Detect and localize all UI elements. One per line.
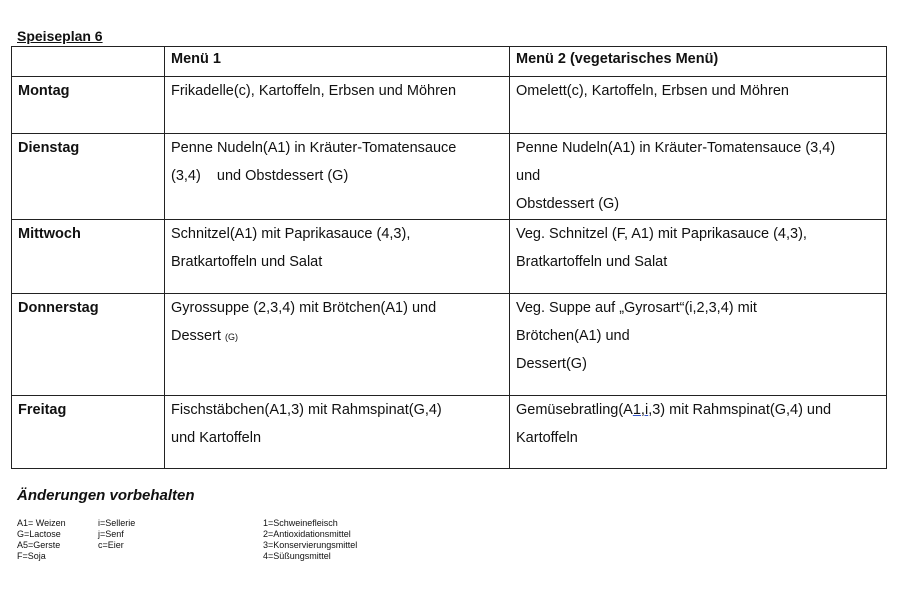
legend-item: j=Senf	[98, 529, 124, 539]
menu-text: Dessert	[171, 328, 221, 344]
day-label: Dienstag	[12, 134, 165, 220]
legend-item: G=Lactose	[17, 529, 61, 539]
table-row-dienstag	[12, 134, 887, 220]
menu-line: Bratkartoffeln und Salat	[171, 254, 323, 270]
menu-line: Veg. Schnitzel (F, A1) mit Paprikasauce (4,3),	[516, 226, 807, 242]
legend-item: 3=Konservierungsmittel	[263, 540, 358, 550]
menu-line: Omelett(c), Kartoffeln, Erbsen und Möhren	[516, 83, 789, 99]
menu-2-cell	[510, 294, 887, 396]
legend-item: c=Eier	[98, 540, 124, 550]
legend-column-allergens	[17, 518, 66, 562]
menu-1-cell	[165, 396, 510, 469]
legend-item: A5=Gerste	[17, 540, 61, 550]
table-row-mittwoch	[12, 220, 887, 294]
header-day	[12, 47, 165, 77]
menu-line: Kartoffeln	[516, 430, 578, 446]
header-menu-2: Menü 2 (vegetarisches Menü)	[510, 47, 887, 77]
menu-2-cell	[510, 220, 887, 294]
day-label: Freitag	[12, 396, 165, 469]
menu-1-cell	[165, 220, 510, 294]
table-row-montag	[12, 77, 887, 134]
header-menu-1: Menü 1	[165, 47, 510, 77]
menu-table	[11, 46, 887, 469]
menu-line	[516, 396, 880, 424]
menu-1-cell	[165, 294, 510, 396]
legend-item: i=Sellerie	[98, 518, 136, 528]
day-label: Mittwoch	[12, 220, 165, 294]
menu-line: Brötchen(A1) und	[516, 328, 630, 344]
legend-column-additives	[263, 518, 357, 562]
spellcheck-mark: 1,i	[632, 402, 649, 418]
legend-item: 2=Antioxidationsmittel	[263, 529, 351, 539]
menu-line: Frikadelle(c), Kartoffeln, Erbsen und Möhren	[171, 83, 457, 99]
menu-2-cell	[510, 396, 887, 469]
menu-2-cell	[510, 77, 887, 134]
menu-line: Schnitzel(A1) mit Paprikasauce (4,3),	[171, 226, 411, 242]
menu-line: Bratkartoffeln und Salat	[516, 254, 668, 270]
menu-line: Fischstäbchen(A1,3) mit Rahmspinat(G,4)	[171, 402, 442, 418]
allergen-note: (G)	[225, 332, 238, 342]
menu-line: Dessert(G)	[516, 356, 587, 372]
page-title: Speiseplan 6	[17, 28, 103, 44]
menu-1-cell	[165, 77, 510, 134]
menu-line	[171, 322, 503, 351]
legend-item: 4=Süßungsmittel	[263, 551, 331, 561]
menu-line: Obstdessert (G)	[516, 196, 620, 212]
menu-line: Gyrossuppe (2,3,4) mit Brötchen(A1) und	[171, 300, 437, 316]
table-row-donnerstag	[12, 294, 887, 396]
menu-text: ,3) mit Rahmspinat(G,4) und	[648, 402, 832, 418]
menu-line: und	[516, 168, 541, 184]
menu-line: Penne Nudeln(A1) in Kräuter-Tomatensauce (3,4)	[516, 140, 836, 156]
menu-line: und Kartoffeln	[171, 430, 262, 446]
table-row-freitag	[12, 396, 887, 469]
legend-item: 1=Schweinefleisch	[263, 518, 338, 528]
day-label: Montag	[12, 77, 165, 134]
menu-line: Veg. Suppe auf „Gyrosart“(i,2,3,4) mit	[516, 300, 757, 316]
legend-column-allergens-2	[98, 518, 135, 551]
menu-line: (3,4) und Obstdessert (G)	[171, 168, 349, 184]
day-label: Donnerstag	[12, 294, 165, 396]
menu-2-cell	[510, 134, 887, 220]
menu-1-cell	[165, 134, 510, 220]
changes-note: Änderungen vorbehalten	[17, 487, 195, 504]
menu-line: Penne Nudeln(A1) in Kräuter-Tomatensauce	[171, 140, 457, 156]
legend-item: F=Soja	[17, 551, 46, 561]
legend-item: A1= Weizen	[17, 518, 66, 528]
menu-text: Gemüsebratling(A	[516, 402, 633, 418]
header-row	[12, 47, 887, 77]
